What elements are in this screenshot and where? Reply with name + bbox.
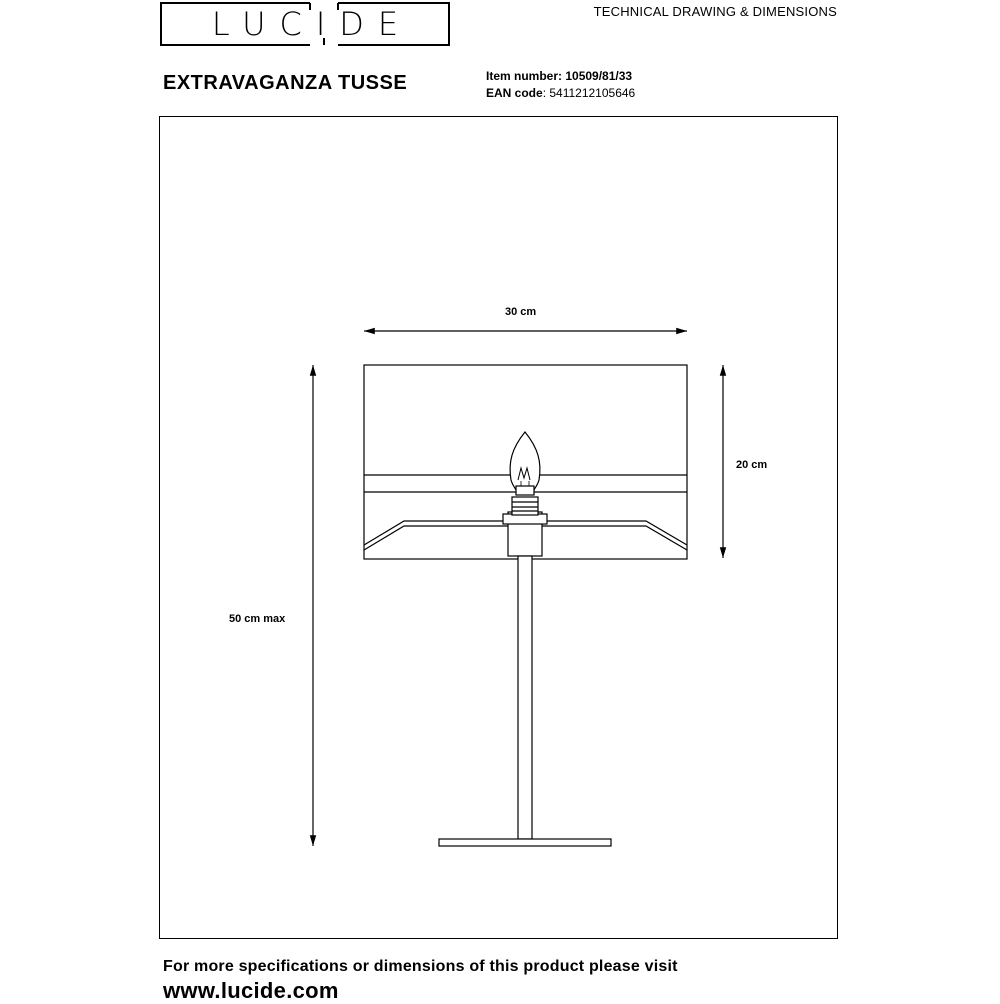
item-number-value: : 10509/81/33 <box>558 69 633 83</box>
total-height-dimension-label: 50 cm max <box>229 613 286 625</box>
shade-height-dimension-label: 20 cm <box>736 459 768 471</box>
candle-bulb <box>510 432 540 495</box>
lamp-base <box>439 839 611 846</box>
lamp-socket <box>503 497 547 556</box>
footer-text: For more specifications or dimensions of this product please visit <box>163 958 678 975</box>
logo-text: LUCIDE <box>211 5 413 43</box>
website-link[interactable]: www.lucide.com <box>163 978 339 1003</box>
ean-label: EAN code <box>486 86 543 100</box>
width-dimension-label: 30 cm <box>505 306 537 318</box>
lamp-stem <box>518 556 532 839</box>
product-name: EXTRAVAGANZA TUSSE <box>163 72 408 94</box>
item-number-label: Item number <box>486 69 559 83</box>
ean-value: : 5411212105646 <box>542 86 636 100</box>
document-title: TECHNICAL DRAWING & DIMENSIONS <box>593 4 837 19</box>
